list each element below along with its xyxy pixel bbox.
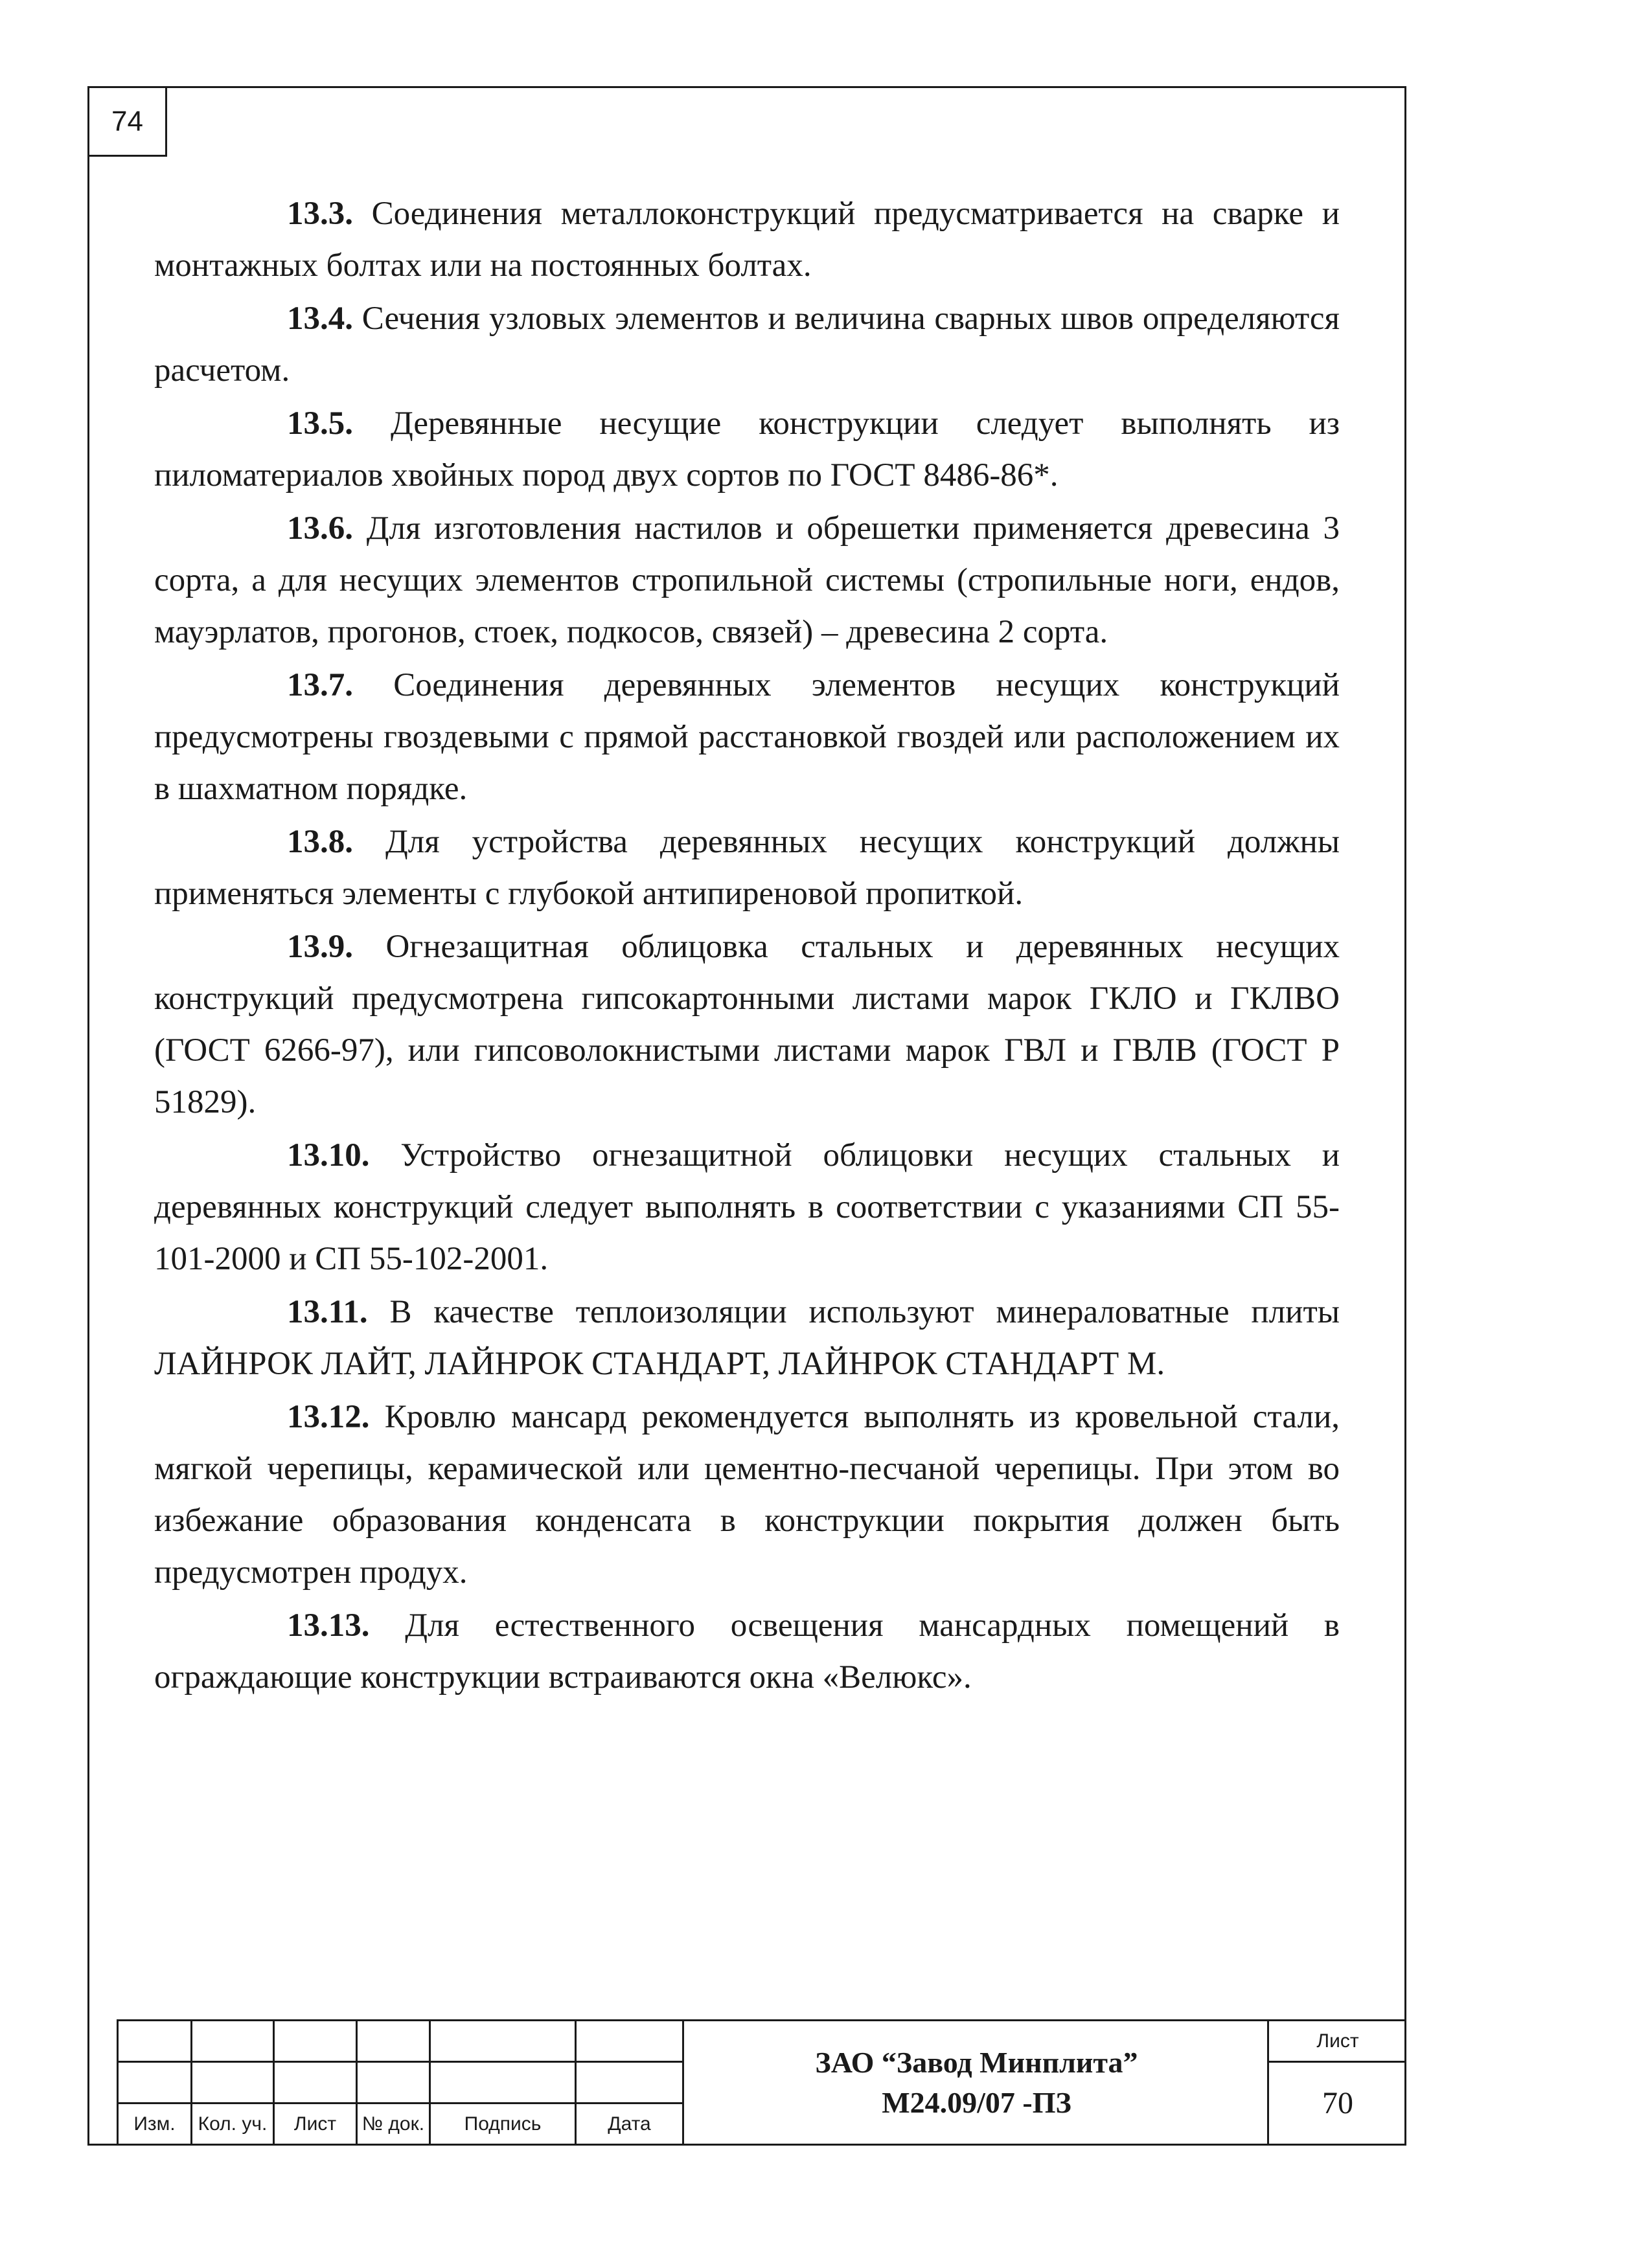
paragraph-text: Соединения металлоконструкций предусматривается на сварке и монтажных болтах или на постоянных болтах.	[154, 196, 1340, 284]
paragraph-text: Деревянные несущие конструкции следует выполнять из пиломатериалов хвойных пород двух сортов по ГОСТ 8486-86*.	[154, 405, 1340, 493]
company-name: ЗАО “Завод Минплита”	[815, 2045, 1138, 2079]
header-signature: Подпись	[431, 2104, 577, 2146]
revision-cell	[119, 2063, 192, 2104]
paragraph-13-10	[154, 1129, 1340, 1285]
revision-cell	[275, 2021, 358, 2063]
company-designation	[686, 2021, 1269, 2146]
paragraph-13-3	[154, 188, 1340, 291]
revision-cell	[192, 2021, 275, 2063]
page-corner-number: 74	[87, 86, 167, 157]
paragraph-text: Устройство огнезащитной облицовки несущих стальных и деревянных конструкций следует выполнять в соответствии с указаниями СП 55-101-2000 и СП 55-102-2001.	[154, 1137, 1340, 1277]
paragraph-number: 13.6.	[287, 510, 353, 547]
paragraph-13-6	[154, 503, 1340, 658]
paragraph-number: 13.10.	[287, 1137, 370, 1174]
paragraph-text: В качестве теплоизоляции используют минераловатные плиты ЛАЙНРОК ЛАЙТ, ЛАЙНРОК СТАНДАРТ, ЛАЙНРОК СТАНДАРТ М.	[154, 1294, 1340, 1382]
revision-cell	[119, 2021, 192, 2063]
paragraph-text: Сечения узловых элементов и величина сварных швов определяются расчетом.	[154, 301, 1340, 389]
document-body	[154, 188, 1340, 1705]
paragraph-text: Кровлю мансард рекомендуется выполнять из кровельной стали, мягкой черепицы, керамической или цементно-песчаной черепицы. При этом во избежание образования конденсата в конструкции покрытия должен быть предусмотрен продух.	[154, 1399, 1340, 1591]
revision-cell	[577, 2021, 684, 2063]
revision-cell	[192, 2063, 275, 2104]
paragraph-text: Соединения деревянных элементов несущих конструкций предусмотрены гвоздевыми с прямой расстановкой гвоздей или расположением их в шахматном порядке.	[154, 667, 1340, 807]
paragraph-number: 13.3.	[287, 196, 353, 232]
paragraph-text: Для устройства деревянных несущих конструкций должны применяться элементы с глубокой антипиреновой пропиткой.	[154, 824, 1340, 912]
paragraph-13-4	[154, 293, 1340, 396]
paragraph-13-5	[154, 398, 1340, 501]
paragraph-13-8	[154, 816, 1340, 920]
header-list: Лист	[275, 2104, 358, 2146]
title-block	[117, 2019, 1406, 2146]
header-doc-number: № док.	[358, 2104, 431, 2146]
paragraph-text: Для естественного освещения мансардных помещений в ограждающие конструкции встраиваются окна «Велюкс».	[154, 1607, 1340, 1695]
revision-cell	[275, 2063, 358, 2104]
revision-cell	[358, 2021, 431, 2063]
paragraph-number: 13.13.	[287, 1607, 370, 1644]
paragraph-13-7	[154, 659, 1340, 815]
revision-table	[119, 2021, 686, 2146]
paragraph-13-13	[154, 1600, 1340, 1703]
paragraph-13-12	[154, 1391, 1340, 1598]
revision-cell	[358, 2063, 431, 2104]
paragraph-number: 13.11.	[287, 1294, 368, 1330]
header-izm: Изм.	[119, 2104, 192, 2146]
paragraph-13-11	[154, 1286, 1340, 1390]
revision-cell	[431, 2063, 577, 2104]
paragraph-number: 13.7.	[287, 667, 353, 703]
sheet-box	[1269, 2021, 1406, 2146]
paragraph-number: 13.12.	[287, 1399, 370, 1435]
paragraph-number: 13.5.	[287, 405, 353, 442]
paragraph-text: Огнезащитная облицовка стальных и деревянных несущих конструкций предусмотрена гипсокартонными листами марок ГКЛО и ГКЛВО (ГОСТ 6266-97), или гипсоволокнистыми листами марок ГВЛ и ГВЛВ (ГОСТ Р 51829).	[154, 929, 1340, 1120]
document-code: М24.09/07 -ПЗ	[882, 2085, 1071, 2119]
header-kol-uch: Кол. уч.	[192, 2104, 275, 2146]
paragraph-number: 13.8.	[287, 824, 353, 860]
header-date: Дата	[577, 2104, 684, 2146]
paragraph-13-9	[154, 921, 1340, 1128]
sheet-number: 70	[1322, 2086, 1353, 2120]
paragraph-number: 13.4.	[287, 301, 353, 337]
revision-cell	[431, 2021, 577, 2063]
sheet-label: Лист	[1269, 2021, 1406, 2063]
revision-cell	[577, 2063, 684, 2104]
paragraph-number: 13.9.	[287, 929, 353, 965]
paragraph-text: Для изготовления настилов и обрешетки применяется древесина 3 сорта, а для несущих элементов стропильной системы (стропильные ноги, ендов, мауэрлатов, прогонов, стоек, подкосов, связей) – древесина 2 сорта.	[154, 510, 1340, 650]
